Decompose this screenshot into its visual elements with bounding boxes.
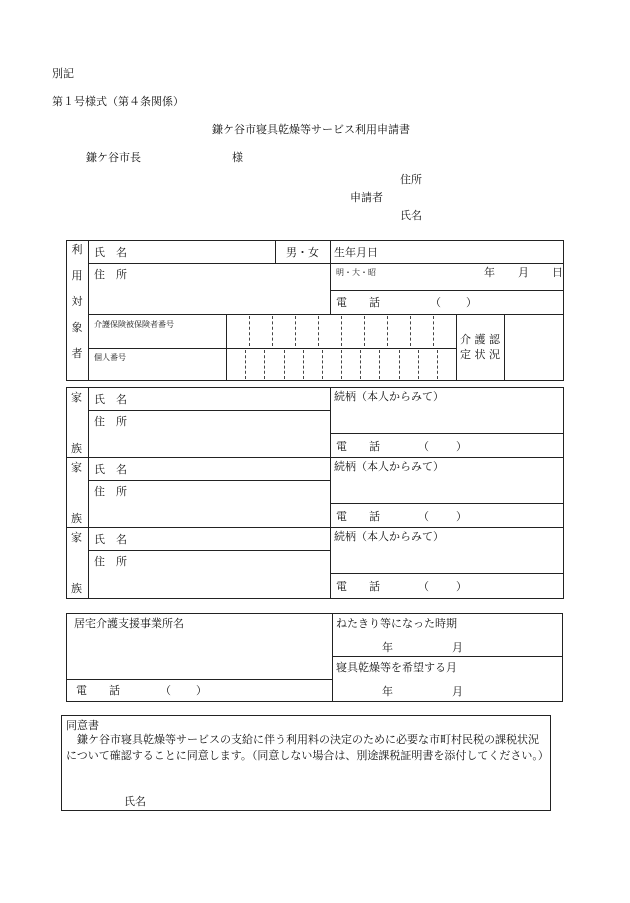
family-table: [66, 387, 564, 599]
subject-side-label: 利 用 対 象 者: [71, 243, 83, 360]
subject-phone-label: 電 話: [336, 296, 380, 309]
paren-open: （: [418, 510, 429, 523]
era-label: 明・大・昭: [336, 268, 376, 277]
digit-cell-divider: [284, 350, 285, 379]
digit-cell-divider: [433, 316, 434, 346]
paren-close: ）: [456, 440, 467, 453]
family-phone-label: 電 話: [336, 510, 380, 523]
paren-close: ）: [466, 296, 477, 309]
digit-cell-divider: [318, 316, 319, 346]
honorific: 様: [232, 151, 243, 164]
birth-date-label: 生年月日: [334, 246, 378, 259]
digit-cell-divider: [360, 350, 361, 379]
paren-open: （: [418, 580, 429, 593]
family-address-label: 住 所: [94, 485, 127, 498]
desired-month-label: 寝具乾燥等を希望する月: [336, 661, 457, 674]
digit-cell-divider: [341, 316, 342, 346]
family-phone-label: 電 話: [336, 580, 380, 593]
family-relation-label: 続柄（本人からみて）: [334, 390, 444, 403]
personal-number-label: 個人番号: [94, 353, 126, 362]
paren-close: ）: [196, 684, 207, 697]
paren-open: （: [430, 296, 441, 309]
subject-address-label: 住 所: [94, 268, 127, 281]
digit-cell-divider: [379, 350, 380, 379]
digit-cell-divider: [295, 316, 296, 346]
desired-month-unit: 月: [452, 685, 463, 698]
page-title: 鎌ケ谷市寝具乾燥等サービス利用申請書: [212, 123, 410, 136]
consent-body: 鎌ケ谷市寝具乾燥等サービスの支給に伴う利用料の決定のために必要な市町村民税の課税状況について確認することに同意します。（同意しない場合は、別途課税証明書を添付してください。）: [66, 733, 549, 762]
family-address-label: 住 所: [94, 415, 127, 428]
birth-month-label: 月: [518, 266, 529, 279]
consent-name-label: 氏名: [124, 795, 146, 808]
paren-open: （: [160, 684, 171, 697]
family-relation-label: 続柄（本人からみて）: [334, 530, 444, 543]
desired-year-label: 年: [382, 685, 393, 698]
attachment-label: 別記: [52, 67, 74, 80]
digit-cell-divider: [341, 350, 342, 379]
paren-close: ）: [456, 510, 467, 523]
family-side-top: 家: [71, 391, 82, 404]
bedridden-year-label: 年: [382, 641, 393, 654]
family-phone-label: 電 話: [336, 440, 380, 453]
subject-name-label: 氏 名: [94, 246, 127, 259]
birth-year-label: 年: [484, 266, 495, 279]
digit-cell-divider: [264, 350, 265, 379]
family-side-top: 家: [71, 531, 82, 544]
digit-cell-divider: [437, 350, 438, 379]
sex-label: 男・女: [286, 246, 319, 259]
family-name-label: 氏 名: [94, 463, 127, 476]
care-office-name-label: 居宅介護支援事業所名: [74, 617, 184, 630]
digit-cell-divider: [303, 350, 304, 379]
bedridden-month-label: 月: [452, 641, 463, 654]
family-side-bottom: 族: [71, 442, 82, 455]
bedridden-since-label: ねたきり等になった時期: [336, 617, 457, 630]
paren-close: ）: [456, 580, 467, 593]
digit-cell-divider: [322, 350, 323, 379]
family-side-bottom: 族: [71, 512, 82, 525]
digit-cell-divider: [272, 316, 273, 346]
addressee: 鎌ケ谷市長: [86, 151, 141, 164]
applicant-address-label: 住所: [400, 173, 422, 186]
care-office-phone-label: 電 話: [76, 684, 120, 697]
digit-cell-divider: [410, 316, 411, 346]
digit-cell-divider: [364, 316, 365, 346]
birth-day-label: 日: [552, 266, 563, 279]
family-name-label: 氏 名: [94, 533, 127, 546]
family-side-top: 家: [71, 461, 82, 474]
form-number: 第１号様式（第４条関係）: [52, 95, 184, 108]
care-status-label-2: 定 状 況: [460, 348, 500, 361]
digit-cell-divider: [245, 350, 246, 379]
applicant-label: 申請者: [350, 191, 383, 204]
digit-cell-divider: [399, 350, 400, 379]
consent-title: 同意書: [66, 719, 99, 732]
family-address-label: 住 所: [94, 555, 127, 568]
family-relation-label: 続柄（本人からみて）: [334, 460, 444, 473]
applicant-name-label: 氏名: [400, 209, 422, 222]
family-side-bottom: 族: [71, 582, 82, 595]
paren-open: （: [418, 440, 429, 453]
digit-cell-divider: [387, 316, 388, 346]
care-status-label-1: 介 護 認: [460, 333, 500, 346]
family-name-label: 氏 名: [94, 393, 127, 406]
insurance-number-label: 介護保険被保険者番号: [94, 320, 174, 329]
digit-cell-divider: [249, 316, 250, 346]
digit-cell-divider: [418, 350, 419, 379]
